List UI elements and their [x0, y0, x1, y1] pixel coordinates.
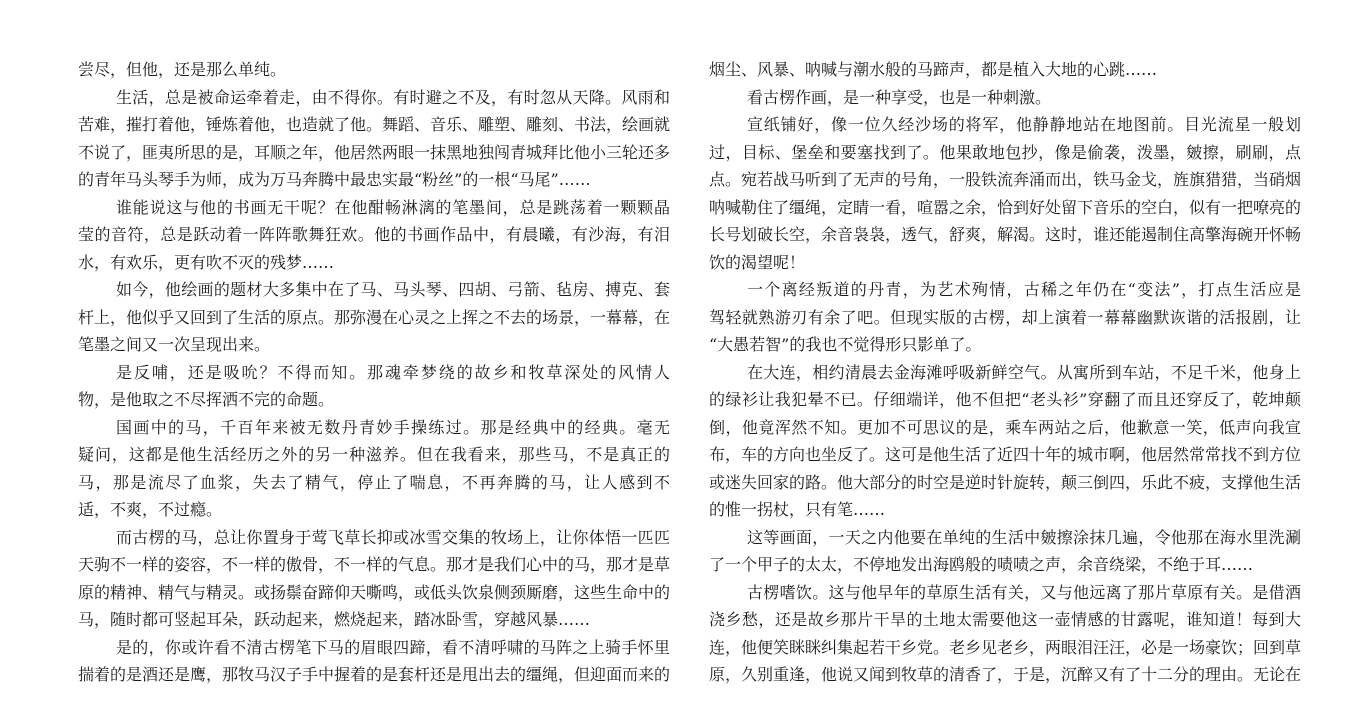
- text-line: 了一个甲子的太太，不停地发出海鸥般的啧啧之声，余音绕梁，不绝于耳……: [709, 555, 1254, 574]
- text-line: 长号划破长空，余音袅袅，透气，舒爽，解渴。这时，谁还能遏制住高擎海碗开怀畅: [709, 225, 1301, 244]
- text-line: 揣着的是酒还是鹰，那牧马汉子手中握着的是套杆还是甩出去的缰绳，但迎面而来的: [78, 665, 670, 684]
- text-line: 原，久别重逢，他说又闻到牧草的清香了，于是，沉醉又有了十二分的理由。无论在: [709, 665, 1301, 684]
- text-line: 杆上，他似乎又回到了生活的原点。那弥漫在心灵之上挥之不去的场景，一幕幕，在: [78, 307, 670, 327]
- text-line: 布，车的方向也坐反了。这可是他生活了近四十年的城市啊，他居然常常找不到方位: [709, 445, 1301, 464]
- text-line: 不说了，匪夷所思的是，耳顺之年，他居然两眼一抹黑地独闯青城拜比他小三轮还多: [78, 142, 670, 162]
- text-line: 浇乡愁，还是故乡那片干旱的土地太需要他这一壶情感的甘露呢，谁知道！每到大: [709, 610, 1301, 629]
- right-text-column: [709, 56, 1301, 689]
- text-line: 莹的音符，总是跃动着一阵阵歌舞狂欢。他的书画作品中，有晨曦，有沙海，有泪: [78, 225, 670, 244]
- text-line: 或迷失回家的路。他大部分的时空是逆时针旋转，颠三倒四，乐此不疲，支撑他生活: [709, 472, 1301, 492]
- text-line: 一个离经叛道的丹青，为艺术殉情，古稀之年仍在“变法”，打点生活应是: [747, 280, 1301, 299]
- text-line: 倒，他竟浑然不知。更加不可思议的是，乘车两站之后，他歉意一笑，低声向我宣: [709, 417, 1301, 437]
- text-line: 而古楞的马，总让你置身于莺飞草长抑或冰雪交集的牧场上，让你体悟一匹匹: [116, 527, 670, 547]
- text-line: 生活，总是被命运牵着走，由不得你。有时避之不及，有时忽从天降。风雨和: [116, 87, 670, 107]
- text-line: 在大连，相约清晨去金海滩呼吸新鲜空气。从寓所到车站，不足千米，他身上: [747, 362, 1301, 382]
- text-line: 如今，他绘画的题材大多集中在了马、马头琴、四胡、弓箭、毡房、搏克、套: [116, 280, 670, 299]
- text-line: 的青年马头琴手为师，成为万马奔腾中最忠实最“粉丝”的一根“马尾”……: [78, 170, 591, 189]
- text-line: 水，有欢乐，更有吹不灭的残梦……: [78, 252, 335, 272]
- text-line: 笔墨之间又一次呈现出来。: [78, 335, 271, 354]
- text-line: 过，目标、堡垒和要塞找到了。他果敢地包抄，像是偷袭，泼墨，皴擦，刷刷，点: [709, 142, 1301, 162]
- left-text-column: [78, 56, 670, 689]
- text-line: 适，不爽，不过瘾。: [78, 500, 223, 519]
- text-line: 古楞嗜饮。这与他早年的草原生活有关，又与他远离了那片草原有关。是借酒: [747, 582, 1301, 602]
- text-line: 宣纸铺好，像一位久经沙场的将军，他静静地站在地图前。目光流星一般划: [747, 115, 1301, 134]
- text-line: “大愚若智”的我也不觉得形只影单了。: [709, 335, 982, 354]
- text-line: 原的精神、精气与精灵。或扬鬃奋蹄仰天嘶鸣，或低头饮泉侧颈厮磨，这些生命中的: [78, 582, 670, 602]
- text-line: 疑问，这都是他生活经历之外的另一种滋养。但在我看来，那些马，不是真正的: [78, 445, 670, 464]
- text-line: 点。宛若战马听到了无声的号角，一股铁流奔涌而出，铁马金戈，旌旗猎猎，当硝烟: [709, 170, 1301, 189]
- text-line: 是的，你或许看不清古楞笔下马的眉眼四蹄，看不清呼啸的马阵之上骑手怀里: [116, 637, 670, 657]
- text-line: 的绿衫让我犯晕不已。仔细端详，他不但把“老头衫”穿翻了而且还穿反了，乾坤颠: [709, 390, 1301, 409]
- text-line: 国画中的马，千百年来被无数丹青妙手操练过。那是经典中的经典。毫无: [116, 417, 670, 437]
- text-line: 物，是他取之不尽挥洒不完的命题。: [78, 390, 335, 409]
- text-line: 的惟一拐杖，只有笔……: [709, 500, 886, 519]
- text-line: 尝尽，但他，还是那么单纯。: [78, 60, 287, 79]
- text-line: 烟尘、风暴、呐喊与潮水般的马蹄声，都是植入大地的心跳……: [709, 60, 1158, 79]
- text-line: 饮的渴望呢！: [709, 252, 806, 272]
- text-line: 天驹不一样的姿容，不一样的傲骨，不一样的气息。那才是我们心中的马，那才是草: [78, 555, 670, 574]
- text-line: 连，他便笑眯眯纠集起若干乡党。老乡见老乡，两眼泪汪汪，必是一场豪饮；回到草: [709, 637, 1301, 657]
- text-line: 苦难，摧打着他，锤炼着他，也造就了他。舞蹈、音乐、雕塑、雕刻、书法，绘画就: [78, 115, 670, 134]
- text-line: 谁能说这与他的书画无干呢？在他酣畅淋漓的笔墨间，总是跳荡着一颗颗晶: [116, 197, 670, 217]
- text-line: 驾轻就熟游刃有余了吧。但现实版的古楞，却上演着一幕幕幽默诙谐的活报剧，让: [709, 307, 1301, 327]
- text-line: 马，那是流尽了血浆，失去了精气，停止了喘息，不再奔腾的马，让人感到不: [78, 472, 670, 492]
- text-line: 马，随时都可竖起耳朵，跃动起来，燃烧起来，踏冰卧雪，穿越风暴……: [78, 610, 591, 629]
- text-line: 看古楞作画，是一种享受，也是一种刺激。: [747, 87, 1052, 107]
- text-line: 这等画面，一天之内他要在单纯的生活中皴擦涂抹几遍，令他那在海水里洗涮: [747, 527, 1301, 547]
- text-line: 是反哺，还是吸吮？不得而知。那魂牵梦绕的故乡和牧草深处的风情人: [116, 362, 670, 382]
- text-line: 呐喊勒住了缰绳，定睛一看，喧嚣之余，恰到好处留下音乐的空白，似有一把嘹亮的: [709, 197, 1301, 217]
